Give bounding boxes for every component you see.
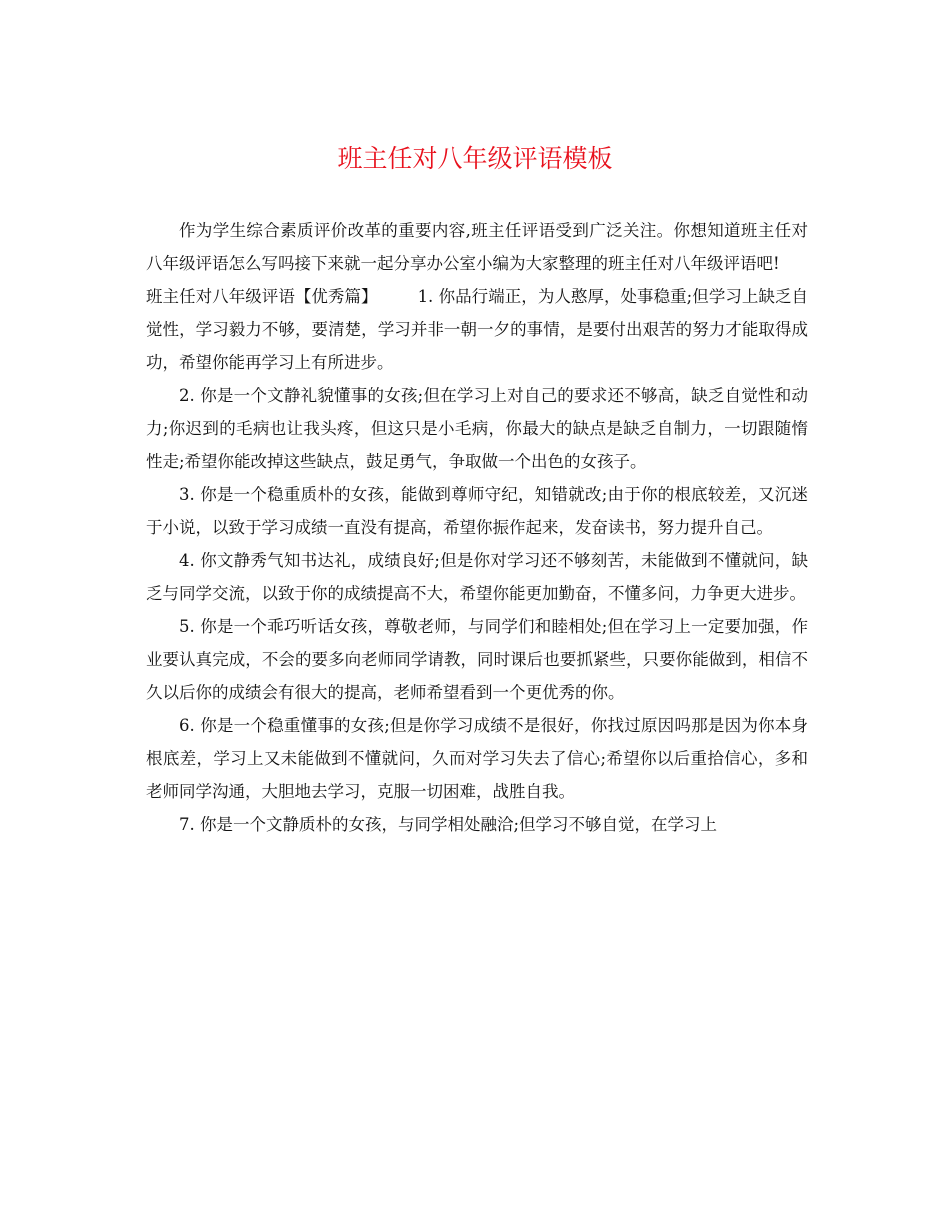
comment-item-3: 3. 你是一个稳重质朴的女孩，能做到尊师守纪，知错就改;由于你的根底较差，又沉迷于小说，以致于学习成绩一直没有提高，希望你振作起来，发奋读书，努力提升自己。 bbox=[146, 485, 808, 537]
comment-item-7: 7. 你是一个文静质朴的女孩，与同学相处融洽;但学习不够自觉，在学习上 bbox=[179, 815, 718, 834]
comment-item-1: 1. 你品行端正，为人憨厚，处事稳重;但学习上缺乏自觉性，学习毅力不够，要清楚，学习并非一朝一夕的事情，是要付出艰苦的努力才能取得成功，希望你能再学习上有所进步。 bbox=[146, 287, 809, 372]
comment-item-6: 6. 你是一个稳重懂事的女孩;但是你学习成绩不是很好，你找过原因吗那是因为你本身根底差，学习上又未能做到不懂就问，久而对学习失去了信心;希望你以后重拾信心，多和老师同学沟通，大胆地去学习，克服一切困难，战胜自我。 bbox=[146, 716, 808, 801]
document-title: 班主任对八年级评语模板 bbox=[337, 144, 613, 173]
comment-item-2: 2. 你是一个文静礼貌懂事的女孩;但在学习上对自己的要求还不够高，缺乏自觉性和动力;你迟到的毛病也让我头疼，但这只是小毛病，你最大的缺点是缺乏自制力，一切跟随惰性走;希望你能改掉这些缺点，鼓足勇气，争取做一个出色的女孩子。 bbox=[146, 386, 808, 471]
comment-item-4: 4. 你文静秀气知书达礼，成绩良好;但是你对学习还不够刻苦，未能做到不懂就问，缺乏与同学交流，以致于你的成绩提高不大，希望你能更加勤奋，不懂多问，力争更大进步。 bbox=[146, 551, 808, 603]
document-body bbox=[146, 214, 808, 841]
comment-item-5: 5. 你是一个乖巧听话女孩，尊敬老师，与同学们和睦相处;但在学习上一定要加强，作业要认真完成，不会的要多向老师同学请教，同时课后也要抓紧些，只要你能做到，相信不久以后你的成绩会有很大的提高，老师希望看到一个更优秀的你。 bbox=[146, 617, 808, 702]
intro-paragraph: 作为学生综合素质评价改革的重要内容,班主任评语受到广泛关注。你想知道班主任对八年级评语怎么写吗接下来就一起分享办公室小编为大家整理的班主任对八年级评语吧! bbox=[146, 221, 808, 273]
section-paragraph bbox=[146, 280, 808, 379]
section-heading: 班主任对八年级评语【优秀篇】 bbox=[146, 287, 378, 306]
